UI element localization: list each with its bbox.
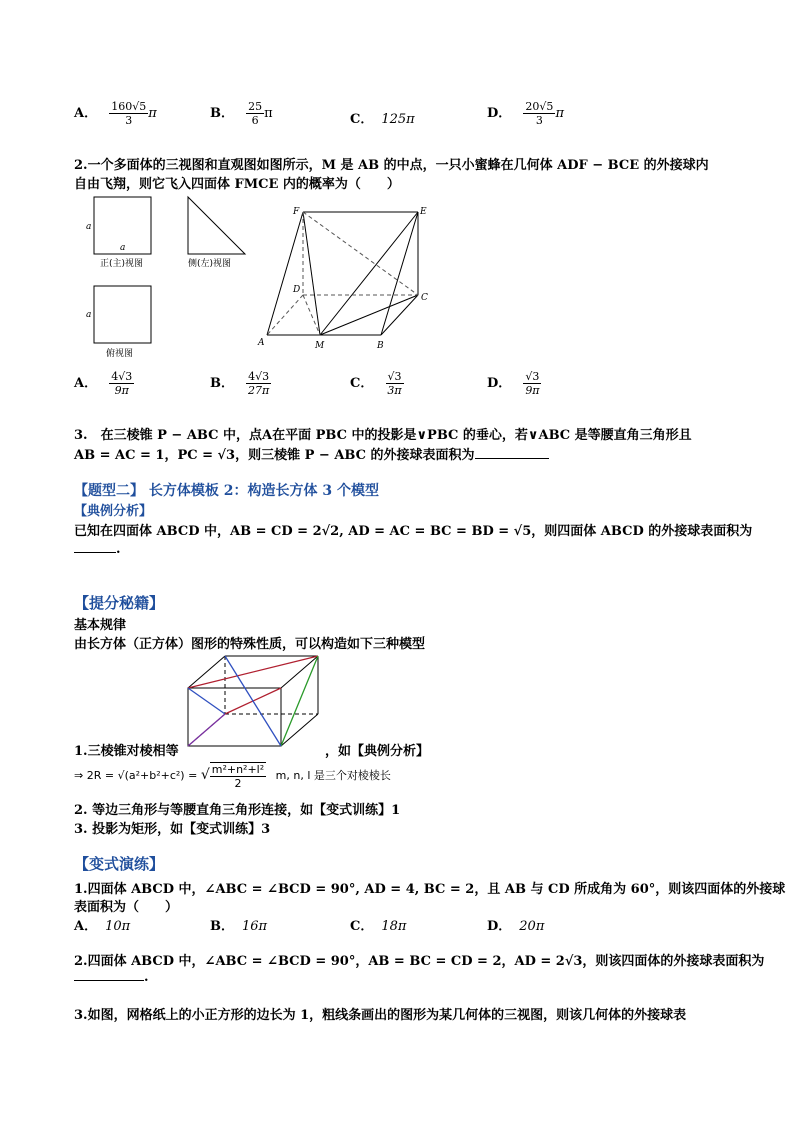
variant-q1-option-a: A． 10π (74, 919, 131, 934)
front-view-a-bottom: a (120, 243, 126, 253)
variant-q1-line1: 1.四面体 ABCD 中，∠ABC = ∠BCD = 90°, AD = 4, BC = 2，且 AB 与 CD 所成角为 60°，则该四面体的外接球 (74, 882, 786, 897)
front-view-caption: 正(主)视图 (100, 259, 144, 269)
q2-stem-line1: 2.一个多面体的三视图和直观图如图所示，M 是 AB 的中点，一只小蜜蜂在几何体 ADF − BCE 的外接球内 (74, 158, 709, 173)
tips-item3: 3. 投影为矩形，如【变式训练】3 (74, 822, 271, 837)
q1-option-d: D． $\frac{20√5}{3}$ π (487, 100, 564, 127)
front-view-a-left: a (86, 222, 92, 232)
label-e: E (420, 207, 427, 217)
label-f: F (293, 207, 300, 217)
three-view-figure (84, 192, 254, 362)
q1-option-c: C． 125π (350, 112, 415, 127)
variant-q1-option-c: C． 18π (350, 919, 407, 934)
variant-title: 【变式演练】 (74, 855, 165, 873)
q3-stem-line2: AB = AC = 1，PC = √3，则三棱锥 P − ABC 的外接球表面积为 (74, 444, 549, 463)
q3-stem-line1: 3. 在三棱锥 P − ABC 中，点A在平面 PBC 中的投影是∨PBC 的垂心，若∨ABC 是等腰直角三角形且 (74, 428, 692, 443)
variant-q1-option-b: B． 16π (210, 919, 268, 934)
tips-item1: 1.三棱锥对棱相等 (74, 744, 179, 759)
variant-q1-option-d: D． 20π (487, 919, 545, 934)
variant-q3-line1: 3.如图，网格纸上的小正方形的边长为 1，粗线条画出的图形为某几何体的三视图，则该几何体的外接球表 (74, 1008, 687, 1023)
q2-option-a: A． $\frac{4√3}{9\pi}$ (74, 370, 133, 397)
type2-example-line1: 已知在四面体 ABCD 中，AB = CD = 2√2, AD = AC = BC = BD = √5，则四面体 ABCD 的外接球表面积为 (74, 524, 753, 539)
q2-stem-line2: 自由飞翔，则它飞入四面体 FMCE 内的概率为（ ） (74, 177, 400, 192)
label-c: C (421, 293, 428, 303)
cuboid-figure (185, 650, 330, 750)
tips-rule: 基本规律 (74, 618, 127, 633)
tips-item2: 2. 等边三角形与等腰直角三角形连接，如【变式训练】1 (74, 803, 401, 818)
type2-example-tag: 【典例分析】 (74, 504, 153, 519)
solid-figure (255, 200, 440, 355)
type2-title: 【题型二】 长方体模板 2：构造长方体 3 个模型 (74, 483, 379, 499)
tips-title: 【提分秘籍】 (74, 594, 165, 612)
top-view-a-left: a (86, 310, 92, 320)
label-m: M (315, 341, 325, 351)
variant-q1-line2: 表面积为（ ） (74, 900, 179, 915)
variant-q2-line2: . (74, 970, 149, 985)
q2-option-b: B． $\frac{4√3}{27\pi}$ (210, 370, 270, 397)
formula-num: m²+n²+l² (211, 763, 265, 776)
tips-desc: 由长方体（正方体）图形的特殊性质，可以构造如下三种模型 (74, 637, 426, 652)
q1-option-a: A． $\frac{160√5}{3}$ π (74, 100, 157, 127)
variant-q2-line1: 2.四面体 ABCD 中，∠ABC = ∠BCD = 90°，AB = BC = CD = 2，AD = 2√3，则该四面体的外接球表面积为 (74, 954, 765, 969)
tips-formula: ⇒ 2R = √(a²+b²+c²) = √ $\frac{\text{m²+n²+l²}}{2}$ m, n, l 是三个对棱棱长 (74, 763, 391, 790)
formula-den: 2 (234, 777, 242, 790)
formula-tail: m, n, l 是三个对棱棱长 (275, 769, 391, 782)
formula-left: ⇒ 2R = √(a²+b²+c²) = (74, 769, 198, 782)
label-b: B (377, 341, 384, 351)
q2-option-c: C． $\frac{√3}{3\pi}$ (350, 370, 402, 397)
label-d: D (293, 285, 301, 295)
q3-answer-blank (475, 458, 549, 459)
tips-item1-tail: ，如【典例分析】 (325, 744, 430, 759)
top-view-caption: 俯视图 (106, 349, 134, 359)
type2-example-line2: . (74, 542, 121, 557)
q1-option-b: B． $\frac{25}{6}$ π (210, 100, 273, 127)
side-view-caption: 侧(左)视图 (188, 259, 232, 269)
q2-option-d: D． $\frac{√3}{9\pi}$ (487, 370, 540, 397)
variant-q2-answer-blank (74, 980, 144, 981)
label-a: A (258, 338, 265, 348)
type2-answer-blank (74, 552, 116, 553)
